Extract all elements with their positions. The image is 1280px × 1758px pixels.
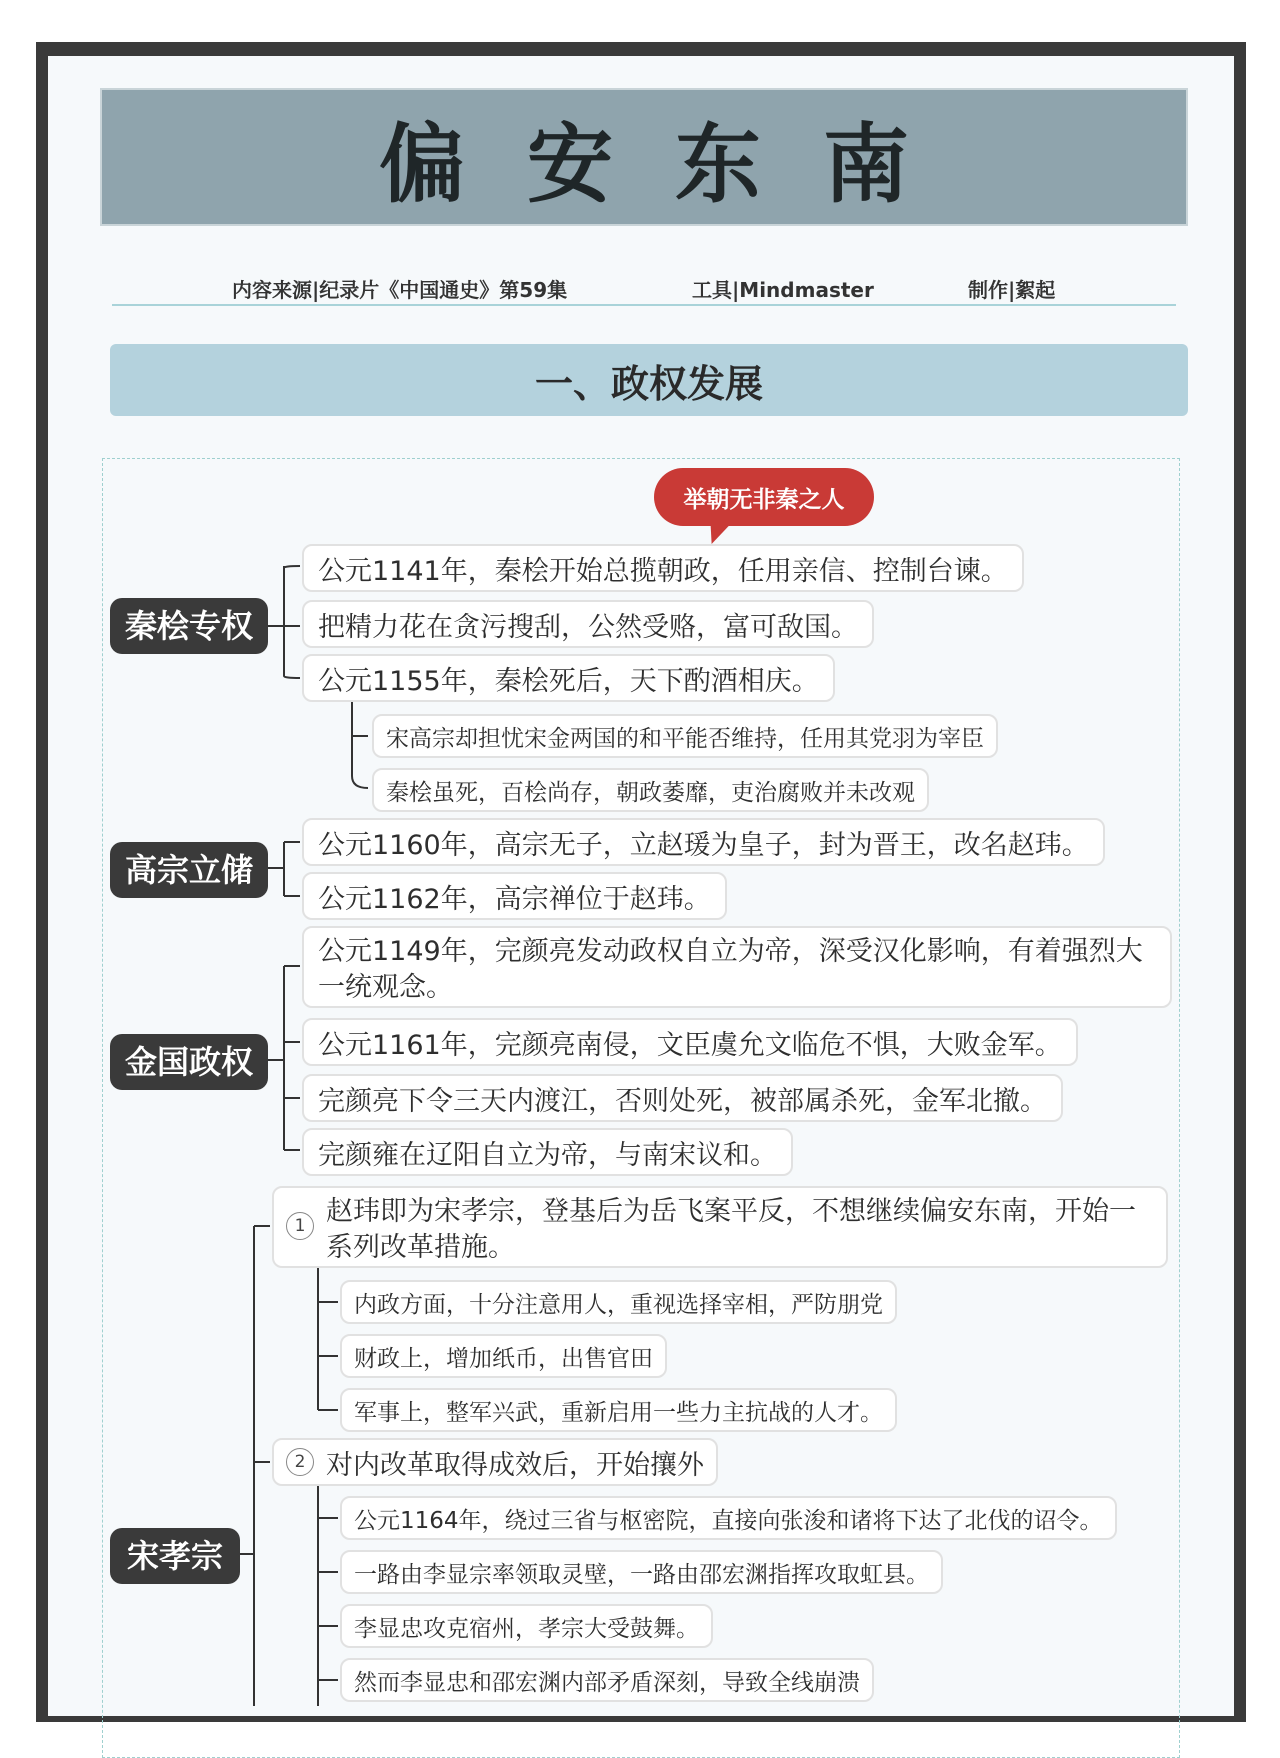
callout-bubble: 举朝无非秦之人 xyxy=(654,468,874,526)
group-1-item-1: 内政方面，十分注意用人，重视选择宰相，严防朋党 xyxy=(340,1280,897,1324)
xiaozong-group-1 xyxy=(272,1186,1168,1268)
qinhui-item-1: 公元1141年，秦桧开始总揽朝政，任用亲信、控制台谏。 xyxy=(302,544,1024,592)
credit-author: 制作|絮起 xyxy=(968,278,1056,302)
jin-item-3: 完颜亮下令三天内渡江，否则处死，被部属杀死，金军北撤。 xyxy=(302,1074,1063,1122)
topic-qinhui: 秦桧专权 xyxy=(110,598,268,654)
credit-source: 内容来源|纪录片《中国通史》第59集 xyxy=(232,278,568,302)
number-badge: 2 xyxy=(286,1448,314,1476)
jin-item-4: 完颜雍在辽阳自立为帝，与南宋议和。 xyxy=(302,1128,793,1176)
xiaozong-group-2 xyxy=(272,1438,718,1486)
qinhui-item-2: 把精力花在贪污搜刮，公然受赂，富可敌国。 xyxy=(302,600,874,648)
topic-gaozong: 高宗立储 xyxy=(110,842,268,898)
credit-tool: 工具|Mindmaster xyxy=(692,278,874,302)
group-2-item-1: 公元1164年，绕过三省与枢密院，直接向张浚和诸将下达了北伐的诏令。 xyxy=(340,1496,1117,1540)
group-1-item-3: 军事上，整军兴武，重新启用一些力主抗战的人才。 xyxy=(340,1388,897,1432)
qinhui-item-3: 公元1155年，秦桧死后，天下酌酒相庆。 xyxy=(302,654,835,702)
jin-item-2: 公元1161年，完颜亮南侵，文臣虞允文临危不惧，大败金军。 xyxy=(302,1018,1078,1066)
group-2-item-3: 李显忠攻克宿州，孝宗大受鼓舞。 xyxy=(340,1604,713,1648)
group-1-item-2: 财政上，增加纸币，出售官田 xyxy=(340,1334,667,1378)
topic-xiaozong: 宋孝宗 xyxy=(110,1528,240,1584)
jin-item-1: 公元1149年，完颜亮发动政权自立为帝，深受汉化影响，有着强烈大一统观念。 xyxy=(302,926,1172,1008)
group-1-text: 赵玮即为宋孝宗，登基后为岳飞案平反，不想继续偏安东南，开始一系列改革措施。 xyxy=(326,1196,1136,1263)
group-2-text: 对内改革取得成效后，开始攘外 xyxy=(326,1449,704,1481)
qinhui-sub-2: 秦桧虽死，百桧尚存，朝政萎靡，吏治腐败并未改观 xyxy=(372,768,929,812)
group-2-item-2: 一路由李显宗率领取灵壁，一路由邵宏渊指挥攻取虹县。 xyxy=(340,1550,943,1594)
number-badge: 1 xyxy=(286,1212,314,1240)
group-2-item-4: 然而李显忠和邵宏渊内部矛盾深刻，导致全线崩溃 xyxy=(340,1658,874,1702)
gaozong-item-2: 公元1162年，高宗禅位于赵玮。 xyxy=(302,872,727,920)
gaozong-item-1: 公元1160年，高宗无子，立赵瑗为皇子，封为晋王，改名赵玮。 xyxy=(302,818,1105,866)
qinhui-sub-1: 宋高宗却担忧宋金两国的和平能否维持，任用其党羽为宰臣 xyxy=(372,714,998,758)
page-title: 偏安东南 xyxy=(379,114,971,215)
topic-jin: 金国政权 xyxy=(110,1034,268,1090)
section-heading: 一、政权发展 xyxy=(110,344,1188,416)
